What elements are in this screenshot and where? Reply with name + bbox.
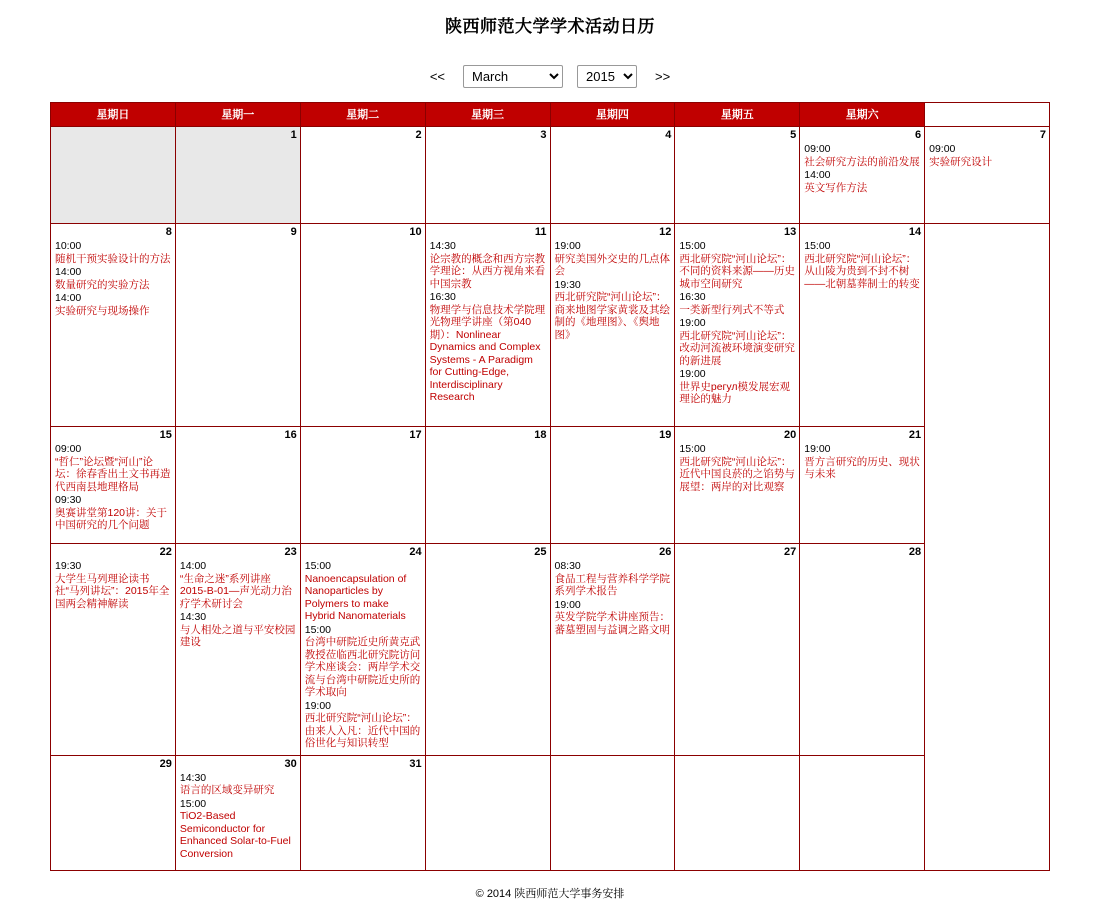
event-time: 19:30 [554, 278, 581, 291]
calendar-day-cell[interactable] [425, 127, 550, 224]
event-time: 14:30 [179, 771, 207, 784]
calendar-day-cell[interactable] [800, 427, 925, 544]
event-title-link[interactable]: 数量研究的实验方法 [55, 278, 150, 291]
event-title-link[interactable]: TiO2-Based Semiconductor for Enhanced Solar-to-Fuel Conversion [179, 810, 291, 860]
event-time: 19:00 [679, 368, 706, 380]
day-number: 5 [790, 129, 797, 141]
day-number: 18 [534, 429, 547, 441]
calendar-day-cell[interactable] [425, 427, 550, 544]
weekday-header-sun: 星期日 [51, 103, 176, 127]
calendar-day-cell[interactable] [51, 224, 176, 427]
day-number: 13 [784, 226, 797, 238]
event-time: 14:00 [804, 169, 831, 181]
event-title-link[interactable]: 语言的区域变异研究 [179, 784, 275, 796]
calendar-week-row [51, 127, 1050, 224]
event-title-link[interactable]: 西北研究院“河山论坛”：改动河流被环境演变研究的新进展 [679, 329, 795, 367]
day-events [180, 560, 297, 649]
calendar-empty-cell [800, 755, 925, 870]
calendar-day-cell[interactable] [675, 224, 800, 427]
month-select[interactable] [463, 65, 563, 88]
calendar-day-cell[interactable] [300, 224, 425, 427]
day-number: 29 [159, 757, 172, 770]
day-events [555, 240, 672, 341]
calendar-day-cell[interactable] [550, 544, 675, 756]
event-title-link[interactable]: 大学生马列理论读书社“马列讲坛”：2015年全国两会精神解读 [55, 572, 170, 610]
footer-copyright: © 2014 陕西师范大学事务安排 [475, 887, 625, 900]
calendar-week-row [51, 224, 1050, 427]
event-time: 09:00 [929, 143, 956, 155]
day-number: 24 [409, 546, 422, 558]
day-events [305, 560, 422, 750]
weekday-header-thu: 星期四 [550, 103, 675, 127]
event-time: 14:30 [179, 611, 207, 623]
day-number: 23 [284, 546, 297, 558]
event-title-link[interactable]: 晋方言研究的历史、现状与未来 [804, 455, 920, 480]
day-number: 4 [665, 129, 672, 141]
event-title-link[interactable]: 随机干预实验设计的方法 [55, 252, 171, 265]
event-time: 15:00 [179, 797, 207, 810]
day-number: 15 [159, 429, 172, 441]
day-events [679, 443, 796, 493]
day-events [180, 772, 297, 861]
calendar-day-cell[interactable] [675, 127, 800, 224]
day-number: 17 [409, 429, 422, 441]
day-number: 8 [165, 226, 172, 238]
day-events [55, 240, 172, 317]
event-time: 09:30 [55, 494, 82, 506]
event-title-link[interactable]: “生命之迷”系列讲座2015-B-01—声光动力治疗学术研讨会 [179, 572, 292, 610]
calendar-day-cell[interactable] [300, 755, 425, 870]
calendar-day-cell[interactable] [800, 127, 925, 224]
day-number: 27 [784, 546, 797, 558]
calendar-day-cell[interactable] [51, 755, 176, 870]
event-time: 15:00 [304, 623, 332, 636]
calendar-day-cell[interactable] [925, 127, 1050, 224]
day-events [679, 240, 796, 406]
event-time: 08:30 [554, 560, 581, 572]
event-title-link[interactable]: 世界史регул模发展宏观理论的魅力 [679, 380, 791, 405]
calendar-day-cell[interactable] [550, 224, 675, 427]
calendar-week-row [51, 427, 1050, 544]
event-time: 09:00 [804, 143, 831, 155]
event-time: 14:00 [179, 560, 207, 572]
day-events [929, 143, 1046, 168]
day-number: 11 [534, 226, 547, 238]
event-time: 14:30 [429, 240, 456, 252]
day-number: 10 [409, 226, 422, 238]
event-time: 16:30 [429, 291, 456, 303]
year-select[interactable] [577, 65, 637, 88]
calendar-empty-cell [550, 755, 675, 870]
calendar-week-row [51, 755, 1050, 870]
day-number: 6 [915, 129, 922, 141]
event-title-link[interactable]: 物理学与信息技术学院理光物理学讲座（第040期）：Nonlinear Dynamics and Complex Systems - A Paradigm for Cutting-Edge, Interdisciplinary Research [429, 303, 546, 403]
calendar-day-cell[interactable] [550, 127, 675, 224]
day-number: 30 [284, 757, 297, 770]
next-month-button[interactable]: >> [655, 69, 671, 84]
event-title-link[interactable]: 英文写作方法 [804, 181, 868, 194]
day-number: 16 [284, 429, 297, 441]
day-number: 14 [908, 226, 922, 238]
event-title-link[interactable]: 西北研究院“河山论坛”：商来地图学家黄裳及其绘制的《地理图》、《舆地图》 [554, 291, 670, 341]
event-time: 10:00 [55, 240, 82, 252]
event-time: 15:00 [804, 240, 831, 252]
day-number: 31 [409, 757, 422, 770]
prev-month-button[interactable]: << [429, 69, 445, 84]
event-title-link[interactable]: 一类新型行列式不等式 [679, 303, 785, 316]
event-time: 19:00 [554, 240, 581, 252]
day-number: 19 [659, 429, 672, 441]
event-time: 16:30 [679, 291, 706, 303]
calendar-day-cell[interactable] [425, 224, 550, 427]
event-title-link[interactable]: 西北研究院“河山论坛”：由来人入凡：近代中国的俗世化与知识转型 [304, 712, 421, 749]
day-events [55, 443, 172, 532]
calendar-day-cell[interactable] [175, 544, 300, 756]
day-number: 12 [659, 226, 672, 238]
weekday-header-tue: 星期二 [300, 103, 425, 127]
day-events [430, 240, 547, 404]
event-title-link[interactable]: 与人相处之道与平安校园建设 [179, 623, 296, 648]
event-time: 15:00 [679, 240, 706, 252]
event-time: 14:00 [55, 266, 82, 278]
calendar-week-row [51, 544, 1050, 756]
calendar-day-cell[interactable] [675, 427, 800, 544]
day-number: 2 [415, 129, 422, 141]
event-time: 19:30 [55, 560, 82, 572]
weekday-header-sat: 星期六 [800, 103, 925, 127]
event-title-link[interactable]: 社会研究方法的前沿发展 [804, 155, 920, 168]
event-title-link[interactable]: 台湾中研院近史所黄克武教授莅临西北研究院访问学术座谈会：两岸学术交流与台湾中研院近史所的学术取向 [304, 636, 421, 698]
calendar-empty-cell [51, 127, 176, 224]
day-events [55, 560, 172, 610]
day-events [804, 240, 921, 290]
day-events [555, 560, 672, 636]
day-number: 26 [659, 546, 672, 558]
event-title-link[interactable]: 英发学院学术讲座预告：蕃墓塑固与益调之路文明 [554, 611, 670, 636]
day-number: 1 [290, 129, 297, 141]
event-title-link[interactable]: 西北研究院“河山论坛”：不同的资料来源——历史城市空间研究 [679, 252, 795, 290]
day-number: 9 [290, 226, 297, 238]
calendar-day-cell[interactable] [800, 224, 925, 427]
day-number: 22 [159, 546, 172, 558]
calendar-day-cell[interactable] [675, 544, 800, 756]
event-time: 19:00 [679, 317, 706, 329]
calendar-day-cell[interactable] [425, 544, 550, 756]
day-events [804, 443, 921, 481]
event-title-link[interactable]: 西北研究院“河山论坛”：近代中国良菸的之馅势与展望：两岸的对比观察 [679, 455, 795, 493]
event-title-link[interactable]: 西北研究院“河山论坛”：从山陵为贵到不封不树——北朝墓葬制士的转变 [804, 252, 920, 290]
day-number: 28 [908, 546, 922, 558]
day-number: 21 [908, 429, 922, 441]
calendar-day-cell[interactable] [550, 427, 675, 544]
weekday-header-fri: 星期五 [675, 103, 800, 127]
day-number: 3 [540, 129, 547, 141]
calendar-header-row [51, 103, 1050, 127]
event-time: 19:00 [304, 699, 332, 712]
event-title-link[interactable]: 实验研究设计 [929, 155, 993, 168]
day-number: 25 [534, 546, 547, 558]
calendar-body [51, 127, 1050, 871]
calendar-container [50, 102, 1050, 871]
calendar-empty-cell [675, 755, 800, 870]
event-title-link[interactable]: 实验研究与现场操作 [55, 304, 150, 317]
calendar-day-cell[interactable] [300, 127, 425, 224]
weekday-header-mon: 星期一 [175, 103, 300, 127]
calendar-day-cell[interactable] [800, 544, 925, 756]
calendar-day-cell[interactable] [51, 427, 176, 544]
calendar-day-cell[interactable] [175, 427, 300, 544]
calendar-day-cell[interactable] [300, 544, 425, 756]
event-time: 15:00 [304, 560, 332, 572]
day-events [804, 143, 921, 194]
calendar-table [50, 102, 1050, 871]
event-title-link[interactable]: 食品工程与营养科学学院系列学术报告 [554, 572, 670, 597]
event-time: 09:00 [55, 443, 82, 455]
calendar-day-cell[interactable] [51, 544, 176, 756]
event-time: 15:00 [679, 443, 706, 455]
event-title-link[interactable]: 论宗教的概念和西方宗教学理论：从西方视角来看中国宗教 [429, 252, 546, 290]
calendar-navigation [0, 65, 1100, 88]
page-title: 陕西师范大学学术活动日历 [445, 17, 655, 36]
event-time: 19:00 [554, 598, 581, 611]
calendar-day-cell[interactable] [175, 127, 300, 224]
event-title-link[interactable]: Nanoencapsulation of Nanoparticles by Polymers to make Hybrid Nanomaterials [304, 572, 407, 622]
weekday-header-wed: 星期三 [425, 103, 550, 127]
calendar-empty-cell [425, 755, 550, 870]
event-time: 14:00 [55, 292, 82, 304]
event-time: 19:00 [804, 443, 831, 455]
event-title-link[interactable]: “哲仁”论坛暨“河山”论坛：徐春香出土文书再造代西南县地理格局 [55, 455, 171, 493]
day-number: 7 [1039, 129, 1046, 141]
calendar-day-cell[interactable] [300, 427, 425, 544]
event-title-link[interactable]: 奥赛讲堂第120讲：关于中国研究的几个问题 [55, 506, 168, 531]
calendar-day-cell[interactable] [175, 755, 300, 870]
day-number: 20 [784, 429, 797, 441]
calendar-day-cell[interactable] [175, 224, 300, 427]
event-title-link[interactable]: 研究美国外交史的几点体会 [554, 252, 670, 277]
